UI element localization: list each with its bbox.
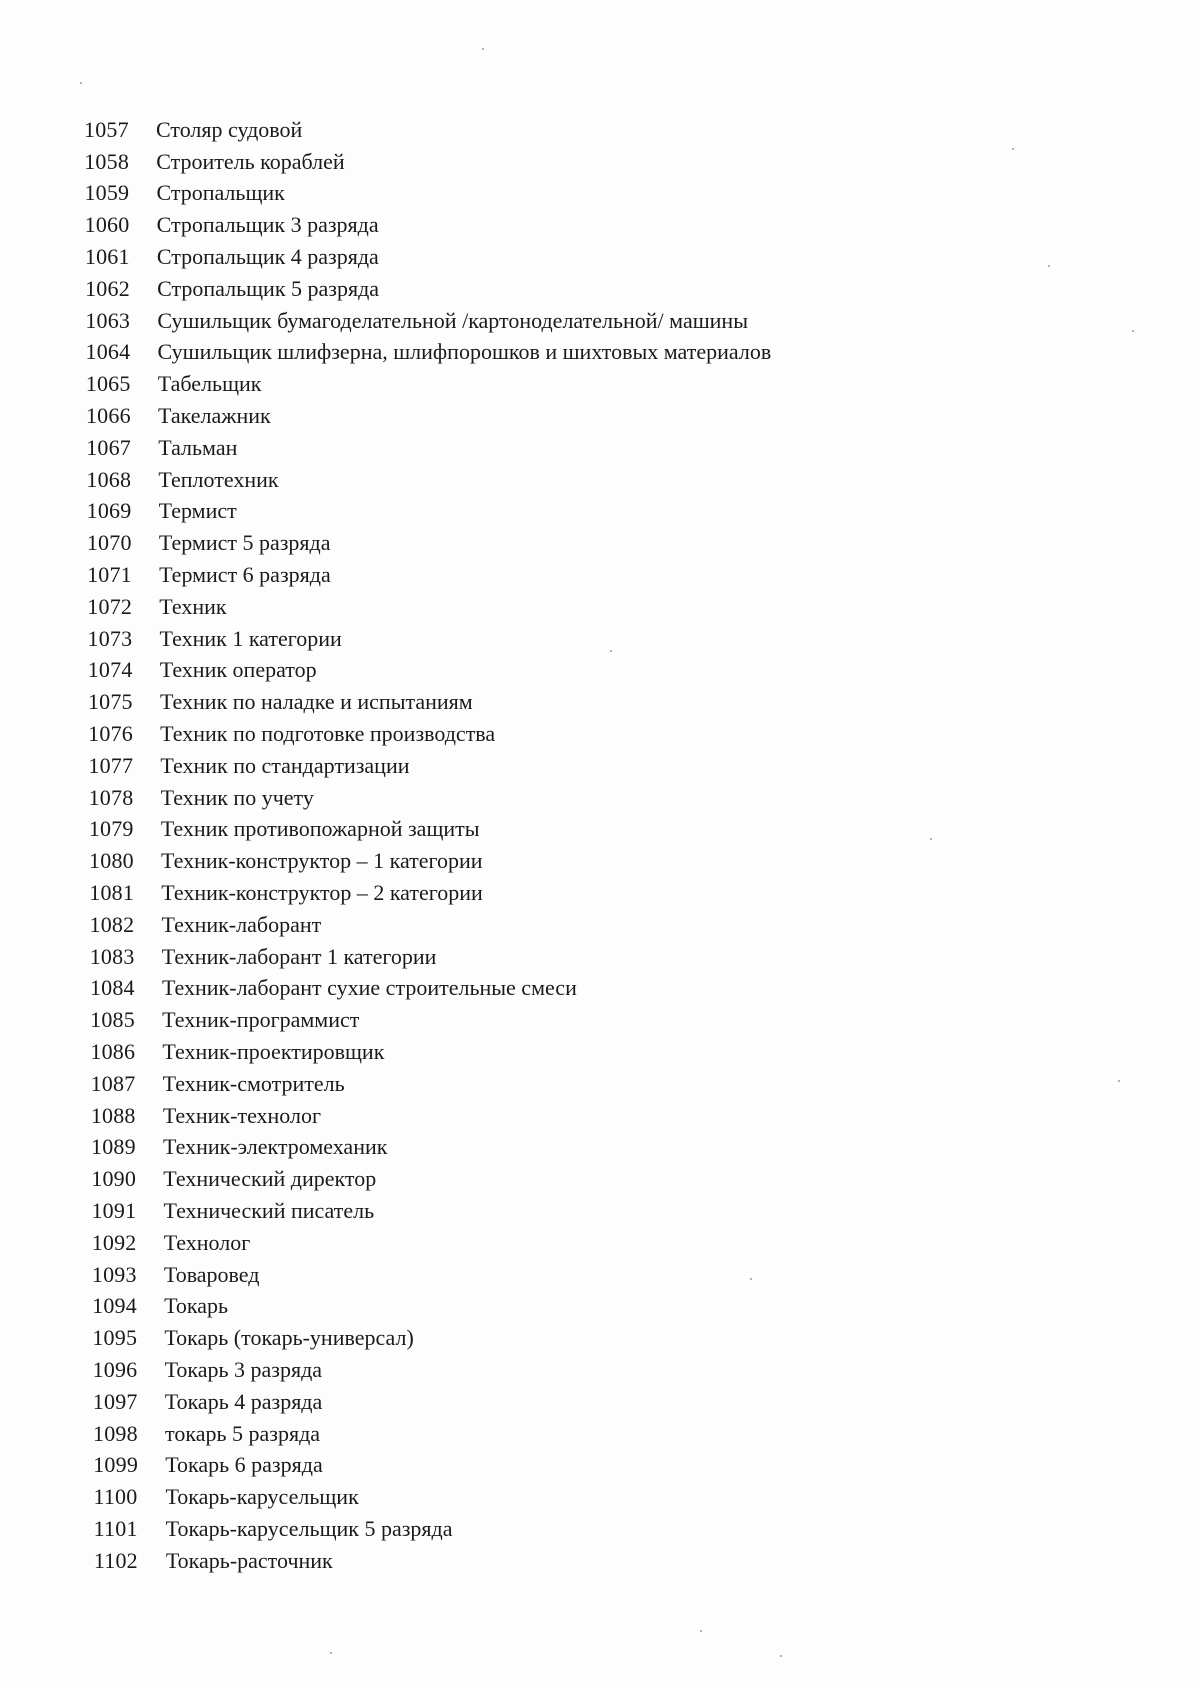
list-item [84,178,771,210]
scan-speck [930,838,932,840]
list-item [84,1481,771,1513]
list-item [84,337,771,369]
item-number: 1086 [90,1039,136,1064]
list-item [84,1386,771,1418]
item-title: Техник оператор [159,657,317,683]
scan-speck [610,650,612,652]
item-number: 1070 [86,530,132,556]
list-item [84,1259,771,1291]
list-item [84,114,771,146]
list-item [84,686,771,718]
item-title: Такелажник [157,403,271,429]
item-title: Техник-технолог [162,1102,322,1128]
item-number: 1079 [88,816,134,842]
item-title: Токарь-карусельщик [165,1484,359,1510]
item-number: 1095 [92,1325,138,1351]
item-title: Техник-лаборант сухие строительные смеси [161,975,577,1001]
list-item [84,400,771,432]
list-item [84,909,771,941]
item-title: Токарь 4 разряда [164,1388,323,1414]
list-item [84,1354,771,1386]
list-item [84,1418,771,1450]
list-item [84,464,771,496]
item-title: Техник-смотритель [162,1070,345,1096]
scan-speck [1118,1080,1120,1082]
item-title: Техник-лаборант 1 категории [161,943,437,969]
list-item [84,718,771,750]
scan-speck [700,1630,702,1632]
item-title: Сушильщик шлифзерна, шлифпорошков и шихтовых материалов [157,339,772,365]
item-title: Сушильщик бумагоделательной /картоноделательной/ машины [157,307,748,333]
item-number: 1081 [89,880,135,906]
item-number: 1090 [91,1166,137,1192]
item-number: 1091 [91,1197,137,1223]
item-title: Токарь 3 разряда [164,1356,323,1382]
list-item [84,559,771,591]
list-item [84,1227,771,1259]
list-item [84,432,771,464]
item-number: 1064 [85,339,131,365]
item-title: Токарь (токарь-универсал) [164,1325,414,1351]
item-number: 1093 [91,1261,137,1287]
item-number: 1102 [93,1547,138,1573]
scan-speck [330,1652,332,1654]
item-number: 1097 [92,1388,138,1414]
item-number: 1094 [92,1293,137,1319]
list-item [84,241,771,273]
item-number: 1074 [87,657,133,683]
list-item [84,1322,771,1354]
item-title: Техник 1 категории [159,625,342,651]
item-number: 1083 [89,943,135,969]
item-number: 1061 [84,244,130,270]
item-number: 1089 [91,1134,136,1160]
item-number: 1101 [93,1515,138,1541]
list-item [84,1068,771,1100]
item-title: Техник по наладке и испытаниям [159,689,473,715]
item-number: 1069 [86,498,132,524]
item-title: Технический писатель [163,1197,375,1223]
item-number: 1065 [85,371,131,397]
list-item [84,1290,771,1322]
item-number: 1085 [90,1007,135,1033]
item-number: 1067 [86,434,131,460]
list-item [84,591,771,623]
item-title: Техник-электромеханик [163,1134,388,1160]
item-number: 1092 [91,1229,137,1255]
item-number: 1066 [85,403,131,429]
item-number: 1088 [90,1102,136,1128]
item-number: 1077 [88,752,134,778]
list-item [84,623,771,655]
item-title: Техник противопожарной защиты [160,816,480,842]
list-item [84,1100,771,1132]
item-title: Табельщик [157,371,262,397]
list-item [84,877,771,909]
item-number: 1100 [93,1484,138,1510]
item-number: 1096 [92,1356,138,1382]
list-item [84,1513,771,1545]
item-title: Термист 5 разряда [158,530,331,556]
item-number: 1060 [84,212,130,238]
item-number: 1084 [89,975,135,1001]
scan-speck [780,1655,782,1657]
scan-speck [482,48,484,50]
item-title: Технический директор [163,1166,377,1192]
list-item [84,655,771,687]
item-number: 1058 [84,148,130,174]
item-title: Технолог [163,1229,251,1255]
item-number: 1075 [87,689,133,715]
item-title: Техник-лаборант [161,911,322,937]
item-number: 1087 [90,1070,136,1096]
item-number: 1062 [85,275,130,301]
list-item [84,1036,771,1068]
scan-speck [750,1278,752,1280]
list-item [84,941,771,973]
list-item [84,1195,771,1227]
item-number: 1059 [84,180,130,206]
item-title: Техник-конструктор – 1 категории [161,848,483,874]
item-title: Стропальщик [156,180,285,206]
item-title: Техник [159,593,227,619]
list-item [84,496,771,528]
scan-speck [1012,148,1014,150]
scan-speck [1048,265,1050,267]
item-title: Токарь [164,1293,229,1319]
item-title: Стропальщик 5 разряда [157,275,380,301]
item-title: Товаровед [163,1261,260,1287]
item-title: Токарь-карусельщик 5 разряда [165,1515,453,1541]
item-title: Строитель кораблей [156,148,345,174]
profession-list [84,114,771,1577]
list-item [84,273,771,305]
item-number: 1073 [87,625,133,651]
item-number: 1080 [89,848,134,874]
item-title: Техник по стандартизации [160,752,410,778]
list-item [84,782,771,814]
item-title: Токарь-расточник [165,1547,333,1573]
item-number: 1057 [84,116,129,142]
item-title: Термист 6 разряда [159,562,331,588]
list-item [84,750,771,782]
item-title: Техник-конструктор – 2 категории [161,880,483,906]
item-number: 1071 [87,562,132,588]
item-title: Стропальщик 4 разряда [156,244,379,270]
item-number: 1078 [88,784,134,810]
list-item [84,146,771,178]
item-number: 1098 [93,1420,138,1446]
list-item [84,1004,771,1036]
item-title: Термист [158,498,237,524]
list-item [84,209,771,241]
scan-speck [80,82,82,84]
list-item [84,973,771,1005]
item-title: Столяр судовой [156,116,303,142]
item-title: Стропальщик 3 разряда [156,212,379,238]
list-item [84,305,771,337]
item-number: 1082 [89,911,135,937]
list-item [84,814,771,846]
list-item [84,1163,771,1195]
item-title: Теплотехник [158,466,279,492]
list-item [84,1449,771,1481]
item-number: 1063 [85,307,131,333]
item-title: Техник-программист [162,1007,360,1033]
item-number: 1068 [86,466,132,492]
list-item [84,527,771,559]
list-item [84,368,771,400]
list-item [84,1132,771,1164]
item-title: Тальман [158,434,238,460]
item-title: Техник по подготовке производства [160,721,496,747]
scan-speck [1132,330,1134,332]
list-item [84,1545,771,1577]
item-number: 1072 [87,593,133,619]
item-number: 1076 [88,721,133,747]
item-title: токарь 5 разряда [165,1420,321,1446]
item-title: Техник-проектировщик [162,1039,385,1064]
item-number: 1099 [93,1452,139,1478]
list-item [84,845,771,877]
item-title: Токарь 6 разряда [165,1452,323,1478]
item-title: Техник по учету [160,784,314,810]
